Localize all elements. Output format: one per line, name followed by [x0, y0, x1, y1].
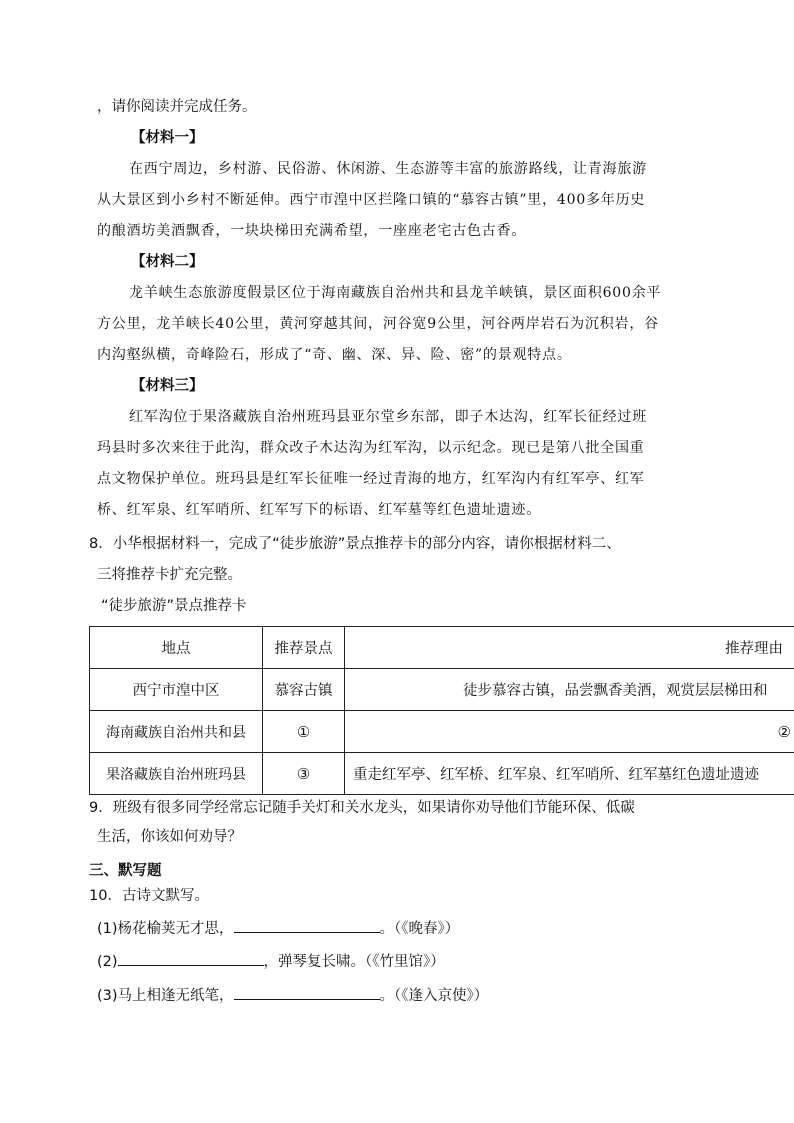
poem-prefix: (1)杨花榆荚无才思， [97, 921, 234, 937]
question9-text: 生活，你该如何劝导？ [97, 829, 242, 845]
question8-text: 8．小华根据材料一，完成了“徒步旅游”景点推荐卡的部分内容，请你根据材料二、 [89, 536, 621, 552]
poem-item-2 [97, 951, 703, 972]
recommendation-table [89, 626, 794, 795]
table-header-row [90, 627, 794, 669]
table-row [90, 753, 794, 795]
material1-line: 的酿酒坊美酒飘香，一块块梯田充满希望，一座座老宅古色古香。 [97, 223, 527, 239]
material2-heading: 【材料二】 [131, 254, 204, 270]
material3-line: 玛县时多次来往于此沟，群众改子木达沟为红军沟，以示纪念。现已是第八批全国重 [97, 440, 645, 456]
table-header-cell: 地点 [90, 627, 263, 669]
answer-blank[interactable] [234, 918, 380, 933]
table-row [90, 711, 794, 753]
material2-line: 方公里，龙羊峡长40公里，黄河穿越其间，河谷宽9公里，河谷两岸岩石为沉积岩，谷 [97, 316, 659, 332]
material2-line: 龙羊峡生态旅游度假景区位于海南藏族自治州共和县龙羊峡镇，景区面积600余平 [129, 285, 662, 301]
section-title: 三、默写题 [89, 863, 162, 879]
table-cell: 徒步慕容古镇，品尝飘香美酒，观赏层层梯田和 [345, 669, 794, 711]
poem-prefix: (3)马上相逢无纸笔， [97, 988, 234, 1004]
material1-line: 从大景区到小乡村不断延伸。西宁市湟中区拦隆口镇的“慕容古镇”里，400多年历史 [97, 192, 646, 208]
poem-suffix: 。（《逢入京使》） [379, 988, 489, 1004]
material3-heading: 【材料三】 [131, 378, 204, 394]
answer-blank[interactable] [234, 985, 380, 1000]
table-cell[interactable]: ② [345, 711, 794, 753]
poem-suffix: ，弹琴复长啸。（《竹里馆》） [263, 954, 445, 970]
material1-line: 在西宁周边，乡村游、民俗游、休闲游、生态游等丰富的旅游路线，让青海旅游 [129, 161, 647, 177]
table-cell[interactable]: ③ [263, 753, 345, 795]
table-cell: 西宁市湟中区 [90, 669, 263, 711]
table-header-cell: 推荐理由 [345, 627, 794, 669]
table-header-cell: 推荐景点 [263, 627, 345, 669]
material1-heading: 【材料一】 [131, 130, 204, 146]
card-title: “徒步旅游”景点推荐卡 [101, 598, 247, 614]
intro-text: ，请你阅读并完成任务。 [97, 99, 257, 115]
poem-item-3 [97, 985, 703, 1006]
table-cell: 重走红军亭、红军桥、红军泉、红军哨所、红军墓红色遗址遗迹 [345, 753, 794, 795]
poem-prefix: (2) [97, 954, 118, 970]
material3-line: 桥、红军泉、红军哨所、红军写下的标语、红军墓等红色遗址遗迹。 [97, 502, 541, 518]
table-cell: 慕容古镇 [263, 669, 345, 711]
question9-text: 9．班级有很多同学经常忘记随手关灯和关水龙头，如果请你劝导他们节能环保、低碳 [89, 800, 635, 816]
table-cell: 果洛藏族自治州班玛县 [90, 753, 263, 795]
table-cell: 海南藏族自治州共和县 [90, 711, 263, 753]
answer-blank[interactable] [118, 951, 264, 966]
poem-item-1 [97, 918, 703, 939]
table-cell[interactable]: ① [263, 711, 345, 753]
material2-line: 内沟壑纵横，奇峰险石，形成了“奇、幽、深、异、险、密”的景观特点。 [97, 347, 572, 363]
material3-line: 红军沟位于果洛藏族自治州班玛县亚尔堂乡东部，即子木达沟，红军长征经过班 [129, 409, 647, 425]
table-row [90, 669, 794, 711]
question10-text: 10．古诗文默写。 [89, 888, 209, 904]
material3-line: 点文物保护单位。班玛县是红军长征唯一经过青海的地方，红军沟内有红军亭、红军 [97, 471, 645, 487]
question8-text: 三将推荐卡扩充完整。 [97, 567, 242, 583]
poem-suffix: 。（《晚春》） [379, 921, 460, 937]
